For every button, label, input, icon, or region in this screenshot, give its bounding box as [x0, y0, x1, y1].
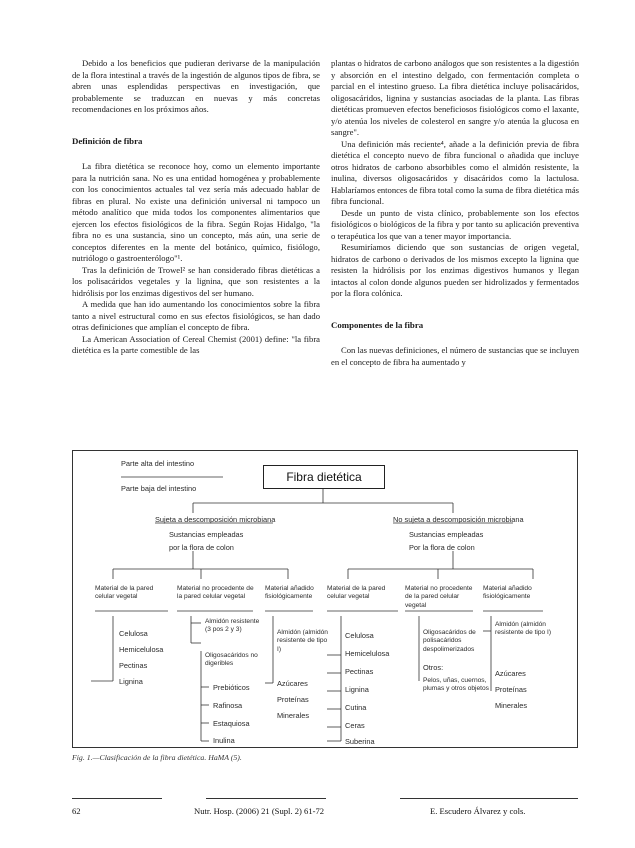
list-item: Oligosacáridos no digeribles	[205, 652, 258, 668]
list-item: Lignina	[345, 685, 369, 694]
fiber-classification-figure	[72, 450, 578, 748]
list-item: Inulina	[213, 736, 235, 745]
footer-rule	[72, 798, 162, 799]
footer-rule	[206, 798, 326, 799]
list-item: Almidón resistente (3 pos 2 y 3)	[205, 618, 260, 634]
list-item: Estaquiosa	[213, 719, 250, 728]
list-item: Cutina	[345, 703, 367, 712]
list-item: Celulosa	[345, 631, 374, 640]
list-item: Minerales	[277, 711, 310, 720]
list-item: Hemicelulosa	[119, 645, 164, 654]
list-item: Celulosa	[119, 629, 148, 638]
body-paragraph: Desde un punto de vista clínico, probablemente son los efectos fisiológicos o biológicos de la fibra y por tanto su aplicación preventiva o terapéutica los que van a tener mayor importancia.	[331, 207, 579, 241]
left-column	[72, 58, 320, 357]
list-item: Minerales	[495, 701, 528, 710]
group-title: Material añadido fisiológicamente	[265, 585, 314, 601]
body-paragraph: Con las nuevas definiciones, el número de sustancias que se incluyen en el concepto de fibra ha aumentado y	[331, 345, 579, 367]
list-item: Suberina	[345, 737, 375, 746]
body-paragraph: Tras la definición de Trowel² se han considerado fibras dietéticas a los polisacáridos vegetales y la lignina, que son resistentes a la hidrólisis por los enzimas digestivos del ser humano.	[72, 264, 320, 298]
list-item: Ceras	[345, 721, 365, 730]
group-title: Material de la pared celular vegetal	[327, 585, 386, 601]
body-paragraph: A medida que han ido aumentando los conocimientos sobre la fibra tanto a nivel estructural como en sus efectos fisiológicos, se han dado otras definiciones que amplían el concepto de fibra.	[72, 299, 320, 332]
authors: E. Escudero Álvarez y cols.	[430, 806, 526, 816]
list-item: Pectinas	[345, 667, 374, 676]
group-title: Material no procedente de la pared celular vegetal	[405, 585, 473, 609]
list-item: Almidón (almidón resistente de tipo I)	[277, 629, 328, 653]
right-branch-subtitle: Por la flora de colon	[409, 543, 475, 552]
left-branch-subtitle: Sustancias empleadas	[169, 530, 244, 539]
list-item: Azúcares	[277, 679, 308, 688]
list-item: Otros:	[423, 663, 444, 672]
group-title: Material de la pared celular vegetal	[95, 585, 154, 601]
body-paragraph: plantas o hidratos de carbono análogos que son resistentes a la digestión y absorción en el intestino delgado, con fermentación completa o parcial en el intestino grueso. La fibra dietética incluye polisacáridos, oligosacáridos, lignina y sustancias asociadas de la planta. Las fibras dietéticas promueven efectos beneficiosos fisiológicos como el laxante, y/o atenúa los niveles de colesterol en sangre y/o atenúa la glucosa en sangre".	[331, 58, 579, 137]
list-item: Prebióticos	[213, 683, 250, 692]
label-lower-intestine: Parte baja del intestino	[121, 484, 197, 493]
list-item: Hemicelulosa	[345, 649, 390, 658]
list-item: Rafinosa	[213, 701, 243, 710]
group-title: Material añadido fisiológicamente	[483, 585, 532, 601]
left-branch-subtitle: por la flora de colon	[169, 543, 234, 552]
footer-rule	[400, 798, 578, 799]
list-item: Oligosacáridos de polisacáridos despolimerizados	[423, 629, 476, 653]
list-item: Proteínas	[495, 685, 527, 694]
intro-paragraph: Debido a los beneficios que pudieran derivarse de la manipulación de la flora intestinal a través de la ingestión de algunos tipos de fibra, se abren unas esplendidas perspectivas en investigación, que probablemente se traduzcan en nuevas y más concretas recomendaciones en los próximos años.	[72, 58, 320, 114]
body-paragraph: Una definición más reciente⁴, añade a la definición previa de fibra dietética el concepto nuevo de fibra funcional o añadida que incluye otros hidratos de carbono absorbibles como el almidón resistente, la inulina, diversos oligosacáridos y disacáridos como la lactulosa. Hablaríamos entonces de fibra total como la suma de fibra dietética más fibra funcional.	[331, 138, 579, 206]
main-title-box: Fibra dietética	[263, 465, 385, 489]
body-paragraph: La American Association of Cereal Chemist (2001) define: "la fibra dietética es la parte comestible de las	[72, 333, 320, 355]
right-column	[331, 58, 579, 368]
list-item: Proteínas	[277, 695, 309, 704]
page-number: 62	[72, 806, 81, 816]
list-item: Pelos, uñas, cuernos, plumas y otros objetos	[423, 677, 489, 693]
list-item: Pectinas	[119, 661, 148, 670]
body-paragraph: La fibra dietética se reconoce hoy, como un elemento importante para la nutrición sana. No es una entidad homogénea y probablemente con los conocimientos actuales tal vez sería más adecuado hablar de fibras en plural. No existe una definición universal ni tampoco un método analítico que mida todos los componentes alimentarios que ejercen los efectos fisiológicos de la fibra. Según Rojas Hidalgo, "la fibra no es una sustancia, sino un concepto, más aún, una serie de conceptos diferentes en la mente del botánico, químico, fisiólogo, nutriólogo o gastroenterólogo"¹.	[72, 161, 320, 263]
journal-reference: Nutr. Hosp. (2006) 21 (Supl. 2) 61-72	[194, 806, 325, 816]
list-item: Almidón (almidón resistente de tipo I)	[495, 621, 552, 637]
section-heading-definicion: Definición de fibra	[72, 135, 143, 146]
label-upper-intestine: Parte alta del intestino	[121, 459, 195, 468]
left-branch-title: Sujeta a descomposición microbiana	[155, 515, 276, 524]
right-branch-title: No sujeta a descomposición microbiana	[393, 515, 524, 524]
section-heading-componentes: Componentes de la fibra	[331, 319, 424, 330]
right-branch-subtitle: Sustancias empleadas	[409, 530, 484, 539]
group-title: Material no procedente de la pared celular vegetal	[177, 585, 254, 601]
figure-caption: Fig. 1.—Clasificación de la fibra dietética. HaMA (5).	[72, 753, 242, 762]
body-paragraph: Resumiríamos diciendo que son sustancias de origen vegetal, hidratos de carbono o derivados de los mismos excepto la lignina que resisten la hidrólisis por los enzimas digestivos humanos y llegan intactos al colon donde algunos pueden ser hidrolizados y fermentados por la flora colónica.	[331, 242, 579, 298]
list-item: Azúcares	[495, 669, 526, 678]
list-item: Lignina	[119, 677, 143, 686]
